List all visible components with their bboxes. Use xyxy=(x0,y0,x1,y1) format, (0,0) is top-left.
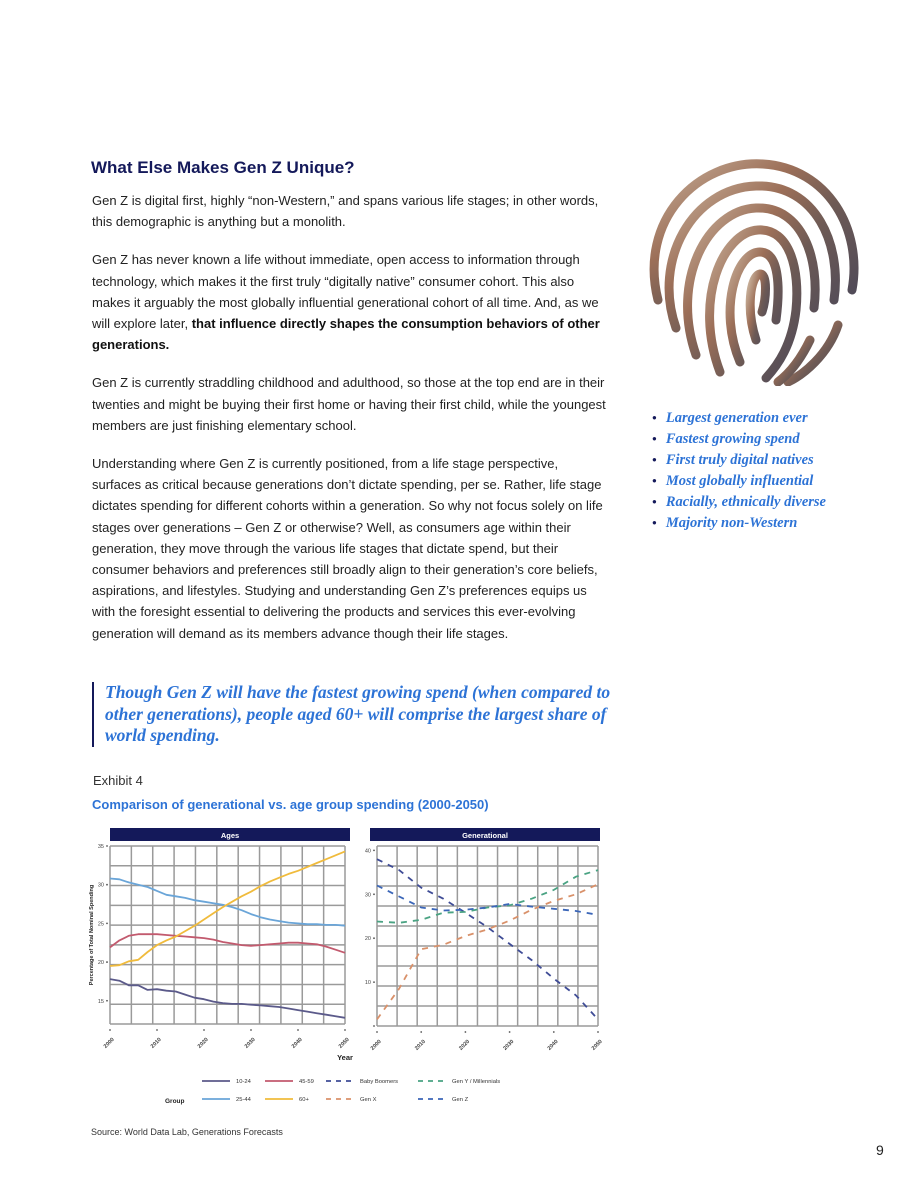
x-tick-mark xyxy=(156,1029,158,1031)
y-tick-mark xyxy=(373,893,375,895)
y-tick-mark xyxy=(106,961,108,963)
bullet-item: ● Largest generation ever xyxy=(652,407,826,428)
legend-label: Baby Boomers xyxy=(360,1079,399,1085)
legend-title: Group xyxy=(165,1098,185,1105)
y-tick-label: 25 xyxy=(97,921,104,928)
x-tick-mark xyxy=(597,1031,599,1033)
bullet-item: ● Most globally influential xyxy=(652,470,826,491)
x-tick-label: 2020 xyxy=(458,1038,472,1052)
bullet-item: ● Racially, ethnically diverse xyxy=(652,491,826,512)
legend-label: Gen Z xyxy=(452,1097,469,1103)
x-tick-mark xyxy=(420,1031,422,1033)
y-tick-label: 30 xyxy=(97,882,104,889)
paragraph-emphasis: that influence directly shapes the consumption behaviors of other generations. xyxy=(92,316,600,353)
paragraph-text: Gen Z has never known a life without immediate, open access to information through technology, which makes it the first truly “digitally native” consumer cohort. This also makes it arguably the most globally influential generational cohort of all time. And, as we will explore later, xyxy=(92,252,599,332)
y-tick-label: 20 xyxy=(364,936,371,943)
x-tick-label: 2050 xyxy=(590,1038,604,1052)
series-line xyxy=(110,934,345,953)
series-line xyxy=(377,886,598,915)
x-tick-label: 2020 xyxy=(196,1036,210,1050)
series-line xyxy=(377,884,598,1019)
y-axis-label: Percentage of Total Nominal Spending xyxy=(89,884,95,986)
x-tick-label: 2040 xyxy=(546,1038,560,1052)
legend-label: 45-59 xyxy=(299,1079,314,1085)
y-tick-mark xyxy=(106,922,108,924)
pull-quote: Though Gen Z will have the fastest growing spend (when compared to other generations), people aged 60+ will comprise the largest share of world spending. xyxy=(92,682,625,747)
x-tick-mark xyxy=(376,1031,378,1033)
paragraph-text: Gen Z is currently straddling childhood and adulthood, so those at the top end are in their twenties and might be buying their first home or having their first child, while the youngest members are just finishing elementary school. xyxy=(92,375,606,433)
body-text xyxy=(92,190,607,661)
y-tick-mark xyxy=(106,845,108,847)
x-tick-mark xyxy=(297,1029,299,1031)
y-tick-mark xyxy=(373,849,375,851)
exhibit-chart xyxy=(80,820,620,1120)
chart-title: Generational xyxy=(462,831,508,840)
section-heading: What Else Makes Gen Z Unique? xyxy=(91,158,355,177)
x-tick-label: 2030 xyxy=(502,1038,516,1052)
y-tick-label: 30 xyxy=(364,892,371,899)
x-tick-label: 2030 xyxy=(243,1036,257,1050)
y-tick-mark xyxy=(373,981,375,983)
legend-label: 25-44 xyxy=(236,1097,251,1103)
x-tick-label: 2010 xyxy=(414,1038,427,1052)
y-tick-mark xyxy=(106,1000,108,1002)
y-tick-label: 10 xyxy=(364,980,371,987)
page-number: 9 xyxy=(876,1142,884,1158)
paragraph xyxy=(92,249,607,355)
legend-label: 60+ xyxy=(299,1097,309,1103)
x-tick-mark xyxy=(203,1029,205,1031)
y-tick-label: 40 xyxy=(364,848,371,855)
series-line xyxy=(110,851,345,966)
x-tick-label: 2010 xyxy=(149,1036,163,1050)
x-tick-mark xyxy=(344,1029,346,1031)
x-tick-mark xyxy=(109,1029,111,1031)
paragraph xyxy=(92,372,607,436)
source-note: Source: World Data Lab, Generations Forecasts xyxy=(91,1127,283,1137)
paragraph-text: Gen Z is digital first, highly “non-Western,” and spans various life stages; in other words, this demographic is anything but a monolith. xyxy=(92,193,599,230)
fingerprint-image xyxy=(638,150,862,386)
x-tick-label: 2050 xyxy=(337,1036,351,1050)
x-tick-label: 2000 xyxy=(102,1036,116,1050)
y-tick-label: 20 xyxy=(97,960,104,967)
x-tick-label: 2000 xyxy=(369,1038,383,1052)
y-tick-mark xyxy=(373,937,375,939)
y-tick-label: 15 xyxy=(97,998,104,1005)
y-tick-mark xyxy=(106,884,108,886)
paragraph-text: Understanding where Gen Z is currently positioned, from a life stage perspective, surfaces as critical because generations don’t dictate spending, per se. Rather, life stage dictates spending for different cohorts within a generation. So why not focus solely on life stages over generations – Gen Z or otherwise? Well, as consumers age within their generation, they move through the various life stages that dictate spend, but their consumer behaviors and preferences still broadly align to their generation’s core beliefs, aspirations, and lifestyles. Studying and understanding Gen Z’s preferences equips us with the foresight essential to delivering the products and services this ever-evolving generation will demand as its members advance though their life stages. xyxy=(92,456,603,641)
paragraph xyxy=(92,190,607,232)
y-tick-mark xyxy=(373,1025,375,1027)
exhibit-label: Exhibit 4 xyxy=(93,773,143,788)
bullet-item: ● First truly digital natives xyxy=(652,449,826,470)
x-tick-mark xyxy=(553,1031,555,1033)
x-tick-label: 2040 xyxy=(290,1036,304,1050)
chart-title: Ages xyxy=(220,831,240,840)
bullet-item: ● Fastest growing spend xyxy=(652,428,826,449)
x-tick-mark xyxy=(465,1031,467,1033)
x-tick-mark xyxy=(509,1031,511,1033)
legend-label: Gen Y / Millennials xyxy=(452,1079,501,1085)
legend-label: 10-24 xyxy=(236,1079,251,1085)
y-tick-label: 35 xyxy=(97,844,104,850)
paragraph xyxy=(92,453,607,644)
feature-bullets xyxy=(652,407,826,533)
bullet-item: ● Majority non-Western xyxy=(652,512,826,533)
x-tick-mark xyxy=(250,1029,252,1031)
x-axis-label: Year xyxy=(337,1053,353,1062)
legend-label: Gen X xyxy=(360,1097,377,1103)
exhibit-title: Comparison of generational vs. age group spending (2000-2050) xyxy=(92,797,489,812)
